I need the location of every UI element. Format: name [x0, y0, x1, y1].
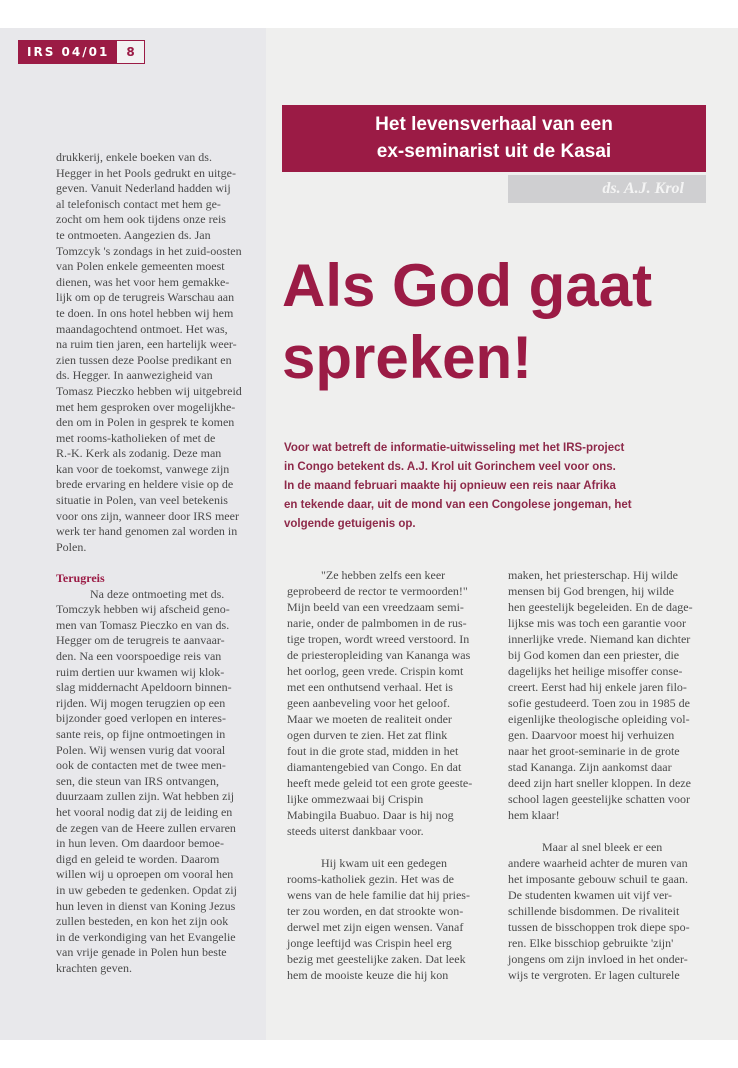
text-line: kan voor de toekomst, vanwege zijn [56, 461, 230, 476]
text-line: Tomczyk hebben wij afscheid geno- [56, 602, 230, 617]
text-line: voor ons zijn, wanneer door IRS meer [56, 508, 239, 523]
text-line: Maar we moeten de realiteit onder [287, 712, 452, 726]
left-paragraph-2 [56, 587, 261, 977]
text-line: met hem gesproken over mogelijkhe- [56, 399, 236, 414]
text-line: bij God komen dan een priester, die [508, 648, 680, 662]
text-line: rooms-katholiek gezin. Het was de [287, 872, 454, 886]
text-line: te doen. In ons hotel hebben wij hem [56, 305, 234, 320]
text-line: in Congo betekent ds. A.J. Krol uit Gorinchem veel voor ons. [284, 461, 616, 473]
text-line: Hegger in het Pools gedrukt en uitge- [56, 165, 236, 180]
text-line: zullen besteden, en kon het zijn ook [56, 914, 229, 929]
text-line: drukkerij, enkele boeken van ds. [56, 150, 212, 164]
text-line: bijzonder goed verlopen en interes- [56, 711, 226, 726]
left-column [56, 150, 261, 976]
text-line: maken, het priesterschap. Hij wilde [508, 568, 678, 582]
text-line: volgende getuigenis op. [284, 518, 416, 530]
text-line: derwel met zijn eigen wensen. Vanaf [287, 920, 464, 934]
text-line: Voor wat betreft de informatie-uitwisseling met het IRS-project [284, 442, 625, 454]
text-line: tige tropen, wordt wreed verstoord. In [287, 632, 470, 646]
text-line: in uw gebeden te gedenken. Opdat zij [56, 882, 237, 897]
text-line: dagelijks het heilige misoffer conse- [508, 664, 683, 678]
text-line: duurzaam zullen zijn. Wat hebben zij [56, 789, 235, 804]
text-line: mensen bij God brengen, hij wilde [508, 584, 674, 598]
headline-line-1: Als God gaat [282, 252, 653, 319]
text-line: creert. Eerst had hij enkele jaren filo- [508, 680, 687, 694]
text-line: het oorlog, geen vrede. Crispin komt [287, 664, 464, 678]
text-line: stad Kananga. Zijn aankomst daar [508, 760, 672, 774]
magazine-page [0, 28, 738, 1040]
text-line: lijke ommezwaai bij Crispin [287, 792, 424, 806]
middle-paragraph-1 [287, 567, 482, 839]
text-line: in de verkondiging van het Evangelie [56, 929, 236, 944]
text-line: brede ervaring en heldere visie op de [56, 477, 234, 492]
text-line: deed zijn hart sneller kloppen. In deze [508, 776, 691, 790]
text-line: hun leven in dienst van Koning Jezus [56, 898, 236, 913]
text-line: Maar al snel bleek er een [542, 840, 663, 854]
text-line: ogen durven te zien. Het zat flink [287, 728, 448, 742]
text-line: lijk om op de terugreis Warschau aan [56, 290, 235, 305]
text-line: van vrije genade in Polen hun beste [56, 945, 227, 960]
text-line: zocht om hem ook tijdens onze reis [56, 212, 226, 227]
text-line: lijkse mis was toch een garantie voor [508, 616, 686, 630]
text-line: slag middernacht Apeldoorn binnen- [56, 680, 232, 695]
text-line: al telefonisch contact met hem ge- [56, 196, 221, 211]
issue-badge [18, 40, 145, 64]
text-line: sofie gestudeerd. Toen zou in 1985 de [508, 696, 690, 710]
text-line: jonge leeftijd was Crispin heel erg [287, 936, 452, 950]
text-line: narie, onder de palmbomen in de rus- [287, 616, 467, 630]
text-line: ter zou worden, en dat strookte won- [287, 904, 464, 918]
text-line: den om in Polen in gesprek te komen [56, 415, 235, 430]
text-line: geen aanbeveling voor het geloof. [287, 696, 450, 710]
text-line: men van Tomasz Pieczko en van ds. [56, 617, 230, 632]
text-line: jongens om zijn invloed in het onder- [508, 952, 688, 966]
text-line: R.-K. Kerk als zodanig. Deze man [56, 446, 222, 461]
text-line: sen, die steun van IRS ontvangen, [56, 773, 219, 788]
text-line: wens van de hele familie dat hij pries- [287, 888, 470, 902]
text-line: hen geestelijk begeleiden. En de dage- [508, 600, 693, 614]
article-headline [282, 250, 652, 394]
author-byline: ds. A.J. Krol [508, 175, 706, 203]
text-line: van Polen enkele gemeenten moest [56, 259, 225, 274]
text-line: ook de contacten met de twee men- [56, 758, 226, 773]
headline-line-2: spreken! [282, 324, 533, 391]
text-line: situatie in Polen, van veel betekenis [56, 493, 228, 508]
kicker-line-2: ex-seminarist uit de Kasai [376, 141, 612, 162]
text-line: Polen. [56, 539, 87, 554]
text-line: Hegger om de terugreis te aanvaar- [56, 633, 225, 648]
middle-paragraph-2 [287, 855, 482, 983]
text-line: werk ter hand genomen zal worden in [56, 524, 238, 539]
text-line: Mabingila Buabuo. Daar is hij nog [287, 808, 454, 822]
text-line: school lagen geestelijke schatten voor [508, 792, 690, 806]
left-paragraph-1 [56, 150, 261, 555]
text-line: ruim dertien uur kwamen wij klok- [56, 664, 225, 679]
text-line: krachten geven. [56, 960, 132, 975]
text-line: te ontmoeten. Aangezien ds. Jan [56, 227, 211, 242]
text-line: diamantengebied van Congo. En dat [287, 760, 462, 774]
text-line: den. Na een voorspoedige reis van [56, 649, 222, 663]
text-line: tussen de bisschoppen trok diepe spo- [508, 920, 690, 934]
text-line: Tomzcyk 's zondags in het zuid-oosten [56, 243, 242, 258]
text-line: geven. Vanuit Nederland hadden wij [56, 181, 231, 196]
text-line: geprobeerd de rector te vermoorden!" [287, 584, 468, 598]
text-line: innerlijke vrede. Niemand kan dichter [508, 632, 691, 646]
text-line: Mijn beeld van een vreedzaam semi- [287, 600, 464, 614]
text-line: rijden. Wij mogen terugzien op een [56, 695, 226, 710]
text-line: willen wij u oproepen om vooral hen [56, 867, 234, 882]
text-line: zien tussen deze Poolse predikant en [56, 352, 232, 367]
text-line: hem klaar! [508, 808, 560, 822]
text-line: steeds uiterst dankbaar voor. [287, 824, 424, 838]
text-line: ds. Hegger. In aanwezigheid van [56, 368, 213, 383]
text-line: Hij kwam uit een gedegen [321, 856, 447, 870]
text-line: de zegen van de Heere zullen ervaren [56, 820, 236, 835]
text-line: De studenten kwamen uit vijf ver- [508, 888, 673, 902]
subheading-terugreis: Terugreis [56, 571, 105, 586]
article-kicker-banner [282, 105, 706, 172]
text-line: heeft mede geleid tot een grote geeste- [287, 776, 473, 790]
middle-column [287, 567, 482, 983]
text-line: eigenlijke theologische opleiding vol- [508, 712, 690, 726]
text-line: hem de mooiste keuze die hij kon [287, 968, 449, 982]
text-line: het imposante gebouw schuil te gaan. [508, 872, 688, 886]
text-line: digd en geleid te worden. Daarom [56, 851, 220, 866]
text-line: Tomasz Pieczko hebben wij uitgebreid [56, 383, 242, 398]
issue-label: IRS 04/01 [19, 41, 117, 63]
text-line: schillende bisdommen. De rivaliteit [508, 904, 680, 918]
text-line: naar het groot-seminarie in de grote [508, 744, 680, 758]
right-column [508, 567, 703, 983]
text-line: met rooms-katholieken of met de [56, 430, 216, 445]
text-line: het vooral nodig dat zij de leiding en [56, 804, 233, 819]
text-line: maandagochtend ontmoet. Het was, [56, 321, 228, 336]
text-line: "Ze hebben zelfs een keer [321, 568, 446, 582]
article-intro [284, 439, 714, 534]
page-number: 8 [117, 41, 143, 63]
text-line: gen. Daarvoor moest hij verhuizen [508, 728, 675, 742]
text-line: In de maand februari maakte hij opnieuw een reis naar Afrika [284, 480, 616, 492]
kicker-line-1: Het levensverhaal van een [375, 114, 613, 135]
right-paragraph-1 [508, 567, 703, 823]
text-line: met een onthutsend verhaal. Het is [287, 680, 453, 694]
text-line: en tekende daar, uit de mond van een Congolese jongeman, het [284, 499, 632, 511]
text-line: Na deze ontmoeting met ds. [90, 586, 225, 601]
text-line: de priesteropleiding van Kananga was [287, 648, 471, 662]
text-line: andere waarheid achter de muren van [508, 856, 688, 870]
text-line: wijs te vergroten. Er lagen culturele [508, 968, 680, 982]
text-line: bezig met geestelijke zaken. Dat leek [287, 952, 466, 966]
text-line: fout in die grote stad, midden in het [287, 744, 459, 758]
text-line: Polen. Wij wensen vurig dat vooral [56, 742, 226, 757]
text-line: ren. Elke bisschiop gebruikte 'zijn' [508, 936, 674, 950]
right-paragraph-2 [508, 839, 703, 983]
text-line: na ruim tien jaren, een hartelijk weer- [56, 337, 237, 352]
text-line: in hun leven. Om daardoor bemoe- [56, 836, 224, 851]
text-line: dienen, was het voor hem gemakke- [56, 274, 230, 289]
text-line: sante reis, op fijne ontmoetingen in [56, 726, 226, 741]
